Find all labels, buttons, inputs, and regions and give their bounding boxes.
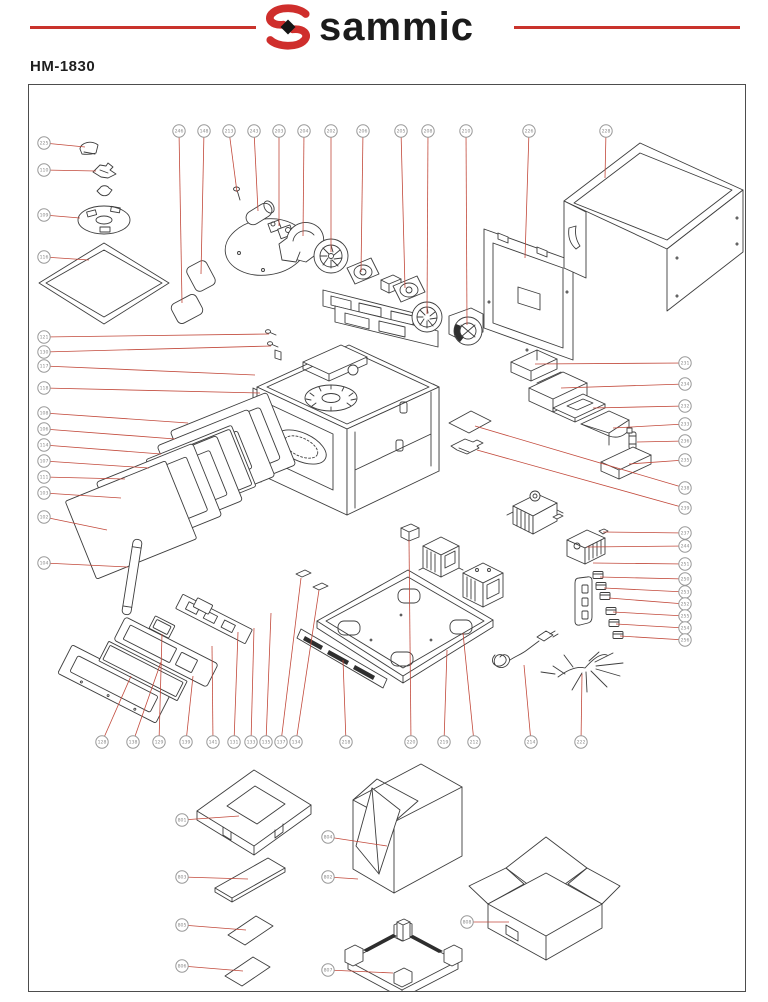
callout-246 xyxy=(173,125,185,303)
svg-text:214: 214 xyxy=(526,740,536,746)
part-roller-ring xyxy=(78,206,130,234)
svg-text:107: 107 xyxy=(39,459,49,465)
callout-205 xyxy=(395,125,407,288)
callout-236 xyxy=(637,435,691,447)
part-carton-box xyxy=(353,764,462,893)
callout-109 xyxy=(38,209,80,221)
svg-text:108: 108 xyxy=(39,411,49,417)
callout-251 xyxy=(593,558,691,570)
svg-text:236: 236 xyxy=(680,439,690,445)
callout-806 xyxy=(176,960,243,972)
part-styrofoam-base xyxy=(345,919,462,991)
callout-206 xyxy=(357,125,369,272)
callout-148 xyxy=(198,125,210,274)
callout-121 xyxy=(38,331,269,343)
callout-250 xyxy=(600,573,691,585)
svg-text:255: 255 xyxy=(680,614,690,620)
callout-212 xyxy=(463,633,480,748)
part-shaft-coupling xyxy=(97,186,112,196)
svg-text:232: 232 xyxy=(680,404,690,410)
svg-text:233: 233 xyxy=(680,422,690,428)
svg-text:250: 250 xyxy=(680,577,690,583)
svg-text:231: 231 xyxy=(680,361,690,367)
svg-text:206: 206 xyxy=(358,129,368,135)
callout-202 xyxy=(325,125,337,252)
svg-text:205: 205 xyxy=(396,129,406,135)
part-shipping-box xyxy=(469,837,620,960)
part-turntable-coupler xyxy=(93,163,116,178)
callout-253 xyxy=(604,586,691,598)
callout-131 xyxy=(228,632,240,748)
svg-text:219: 219 xyxy=(439,740,449,746)
svg-text:133: 133 xyxy=(246,740,256,746)
svg-text:116: 116 xyxy=(39,255,49,261)
svg-text:243: 243 xyxy=(249,129,259,135)
callout-133 xyxy=(245,628,257,748)
callout-222 xyxy=(575,674,587,748)
callout-204 xyxy=(298,125,310,236)
svg-text:806: 806 xyxy=(177,964,187,970)
svg-text:204: 204 xyxy=(299,129,309,135)
part-shelf-bracket-a xyxy=(511,350,557,381)
svg-text:254: 254 xyxy=(680,626,690,632)
part-fan-motor-module-a xyxy=(347,258,379,284)
svg-text:111: 111 xyxy=(39,475,49,481)
callout-106 xyxy=(38,423,175,439)
page-title: HM-1830 xyxy=(30,58,96,75)
parts-layer xyxy=(39,142,743,991)
svg-text:106: 106 xyxy=(39,427,49,433)
part-door-switch-bracket xyxy=(575,577,592,625)
part-micro-switches xyxy=(593,572,623,639)
callout-208 xyxy=(422,125,434,314)
svg-text:139: 139 xyxy=(181,740,191,746)
svg-text:148: 148 xyxy=(199,129,209,135)
svg-text:131: 131 xyxy=(229,740,239,746)
part-control-pcb xyxy=(176,594,253,644)
callout-219 xyxy=(438,650,450,748)
svg-text:103: 103 xyxy=(39,491,49,497)
part-styrofoam-top xyxy=(197,770,311,855)
svg-text:202: 202 xyxy=(326,129,336,135)
part-power-cord xyxy=(492,631,558,668)
svg-text:238: 238 xyxy=(680,486,690,492)
callout-232 xyxy=(593,400,691,412)
callout-802 xyxy=(322,871,358,883)
svg-text:129: 129 xyxy=(154,740,164,746)
part-glass-tray xyxy=(39,243,169,324)
svg-text:109: 109 xyxy=(39,213,49,219)
part-antenna-cap xyxy=(80,142,98,154)
svg-text:246: 246 xyxy=(174,129,184,135)
part-noise-filter xyxy=(401,524,419,541)
part-magnetron xyxy=(507,491,563,534)
callout-137 xyxy=(275,578,301,748)
svg-text:222: 222 xyxy=(576,740,586,746)
brand-rule-right xyxy=(514,26,740,29)
svg-text:118: 118 xyxy=(39,386,49,392)
svg-text:251: 251 xyxy=(680,562,690,568)
svg-text:220: 220 xyxy=(406,740,416,746)
svg-text:121: 121 xyxy=(39,335,49,341)
part-transformer-b xyxy=(463,563,503,607)
svg-text:110: 110 xyxy=(39,168,49,174)
svg-text:801: 801 xyxy=(177,818,187,824)
callout-238 xyxy=(475,426,691,494)
svg-text:203: 203 xyxy=(274,129,284,135)
exploded-diagram xyxy=(29,85,745,991)
sammic-s-icon xyxy=(262,4,314,50)
svg-text:130: 130 xyxy=(39,350,49,356)
svg-text:804: 804 xyxy=(323,835,333,841)
callout-203 xyxy=(273,125,285,226)
svg-text:805: 805 xyxy=(177,923,187,929)
callout-210 xyxy=(460,125,472,325)
callout-243 xyxy=(248,125,260,211)
part-packing-sheet-b xyxy=(225,957,270,986)
part-mica-sheet-a xyxy=(169,293,204,326)
callout-252 xyxy=(609,598,691,610)
svg-text:226: 226 xyxy=(524,129,534,135)
svg-text:137: 137 xyxy=(276,740,286,746)
callout-218 xyxy=(340,660,352,748)
callout-130 xyxy=(38,346,271,358)
callout-118 xyxy=(38,382,260,394)
svg-text:134: 134 xyxy=(291,740,301,746)
part-latch-lever xyxy=(451,439,483,454)
svg-text:253: 253 xyxy=(680,590,690,596)
callout-135 xyxy=(260,613,272,748)
callout-225 xyxy=(38,137,85,149)
svg-text:234: 234 xyxy=(680,382,690,388)
svg-text:228: 228 xyxy=(601,129,611,135)
part-packing-board xyxy=(215,858,285,902)
svg-text:117: 117 xyxy=(39,364,49,370)
svg-text:213: 213 xyxy=(224,129,234,135)
part-hinge-bracket xyxy=(627,428,636,449)
svg-text:128: 128 xyxy=(97,740,107,746)
svg-text:212: 212 xyxy=(469,740,479,746)
part-packing-sheet-a xyxy=(228,916,273,945)
part-back-panel xyxy=(484,229,573,360)
callout-214 xyxy=(524,665,537,748)
svg-text:239: 239 xyxy=(680,506,690,512)
brand-logo xyxy=(262,2,474,52)
svg-text:135: 135 xyxy=(261,740,271,746)
svg-text:256: 256 xyxy=(680,638,690,644)
callout-134 xyxy=(290,590,319,748)
callout-239 xyxy=(477,450,691,514)
callout-237 xyxy=(603,527,691,539)
callout-114 xyxy=(38,439,161,454)
svg-text:138: 138 xyxy=(128,740,138,746)
part-clip-b xyxy=(599,529,608,534)
svg-text:208: 208 xyxy=(423,129,433,135)
svg-text:210: 210 xyxy=(461,129,471,135)
svg-text:104: 104 xyxy=(39,561,49,567)
part-transformer-a xyxy=(419,537,463,577)
callout-107 xyxy=(38,455,149,468)
svg-text:244: 244 xyxy=(680,544,690,550)
callout-231 xyxy=(535,357,691,369)
callout-805 xyxy=(176,919,246,931)
svg-text:803: 803 xyxy=(177,875,187,881)
part-mica-cover xyxy=(449,411,491,433)
svg-text:237: 237 xyxy=(680,531,690,537)
callout-226 xyxy=(523,125,535,258)
svg-text:252: 252 xyxy=(680,602,690,608)
callout-254 xyxy=(616,622,691,634)
callout-108 xyxy=(38,407,188,423)
brand-rule-left xyxy=(30,26,256,29)
svg-text:808: 808 xyxy=(462,920,472,926)
part-cooling-fan-motor xyxy=(449,308,483,345)
svg-text:141: 141 xyxy=(208,740,218,746)
callout-110 xyxy=(38,164,96,176)
svg-text:802: 802 xyxy=(323,875,333,881)
svg-text:235: 235 xyxy=(680,458,690,464)
svg-text:225: 225 xyxy=(39,141,49,147)
brand-name: sammic xyxy=(319,5,474,49)
svg-text:102: 102 xyxy=(39,515,49,521)
diagram-frame xyxy=(28,84,746,992)
callout-213 xyxy=(223,125,237,192)
svg-text:114: 114 xyxy=(39,443,49,449)
callout-256 xyxy=(620,634,691,646)
svg-text:218: 218 xyxy=(341,740,351,746)
svg-text:807: 807 xyxy=(323,968,333,974)
part-outer-case xyxy=(564,143,743,311)
callout-117 xyxy=(38,360,255,375)
callout-255 xyxy=(613,610,691,622)
